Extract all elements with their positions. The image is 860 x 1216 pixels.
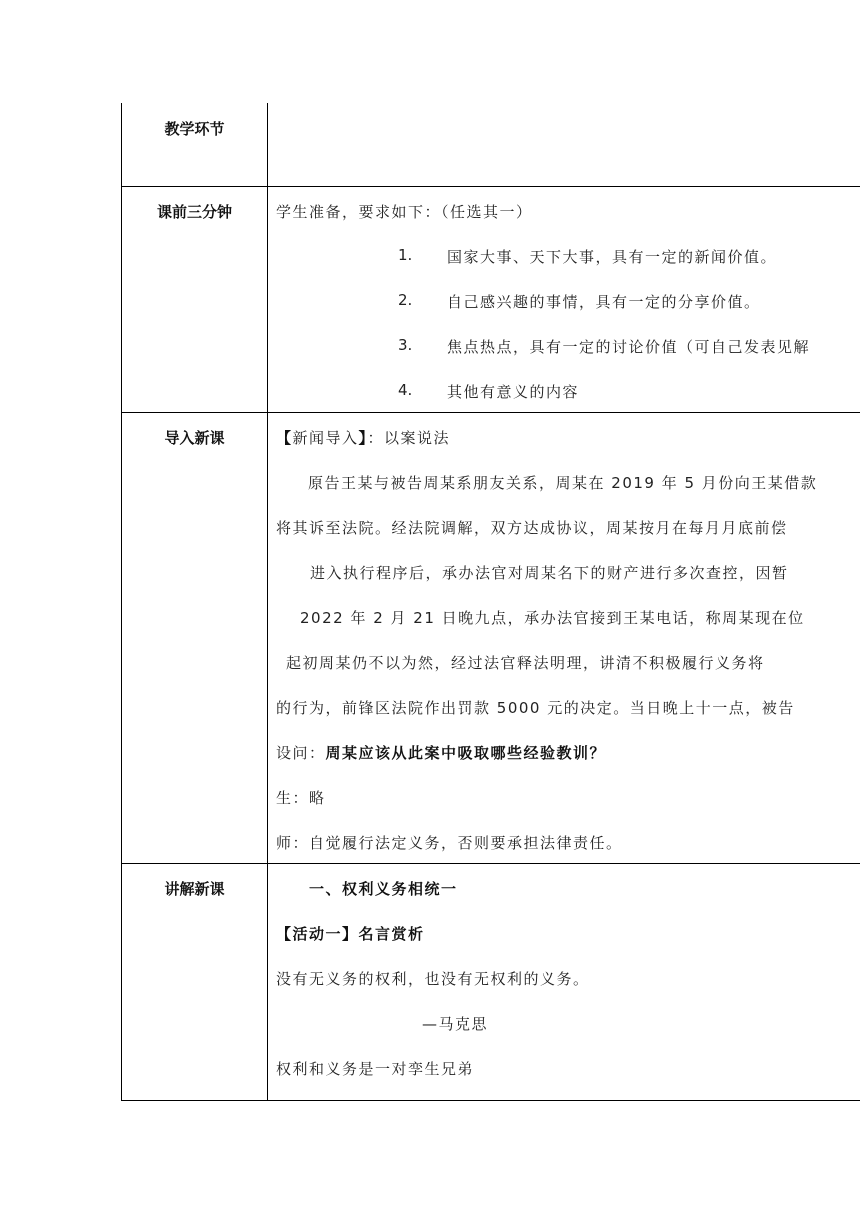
bracket-open: 【	[276, 429, 293, 447]
list-item-number: 2.	[398, 291, 413, 309]
closing-line: 权利和义务是一对孪生兄弟	[276, 1060, 475, 1078]
activity-title: 【活动一】名言赏析	[276, 925, 425, 943]
list-item-number: 4.	[398, 381, 413, 399]
row-label-intro-lesson: 导入新课	[164, 429, 225, 447]
heading-title: 新闻导入	[292, 429, 359, 447]
question-text: 周某应该从此案中吸取哪些经验教训？	[325, 744, 607, 762]
row-divider-header	[121, 186, 860, 187]
student-answer: 生：略	[276, 789, 326, 807]
question-prefix: 设问：	[276, 744, 326, 762]
row-divider-intro	[121, 863, 860, 864]
table-column-divider	[267, 103, 268, 1101]
section-title: 一、权利义务相统一	[309, 880, 458, 898]
case-paragraph: 的行为，前锋区法院作出罚款 5000 元的决定。当日晚上十一点，被告	[276, 699, 795, 717]
table-border-bottom	[121, 1100, 860, 1101]
case-paragraph: 进入执行程序后，承办法官对周某名下的财产进行多次查控，因暂	[310, 564, 789, 582]
teacher-summary: 师：自觉履行法定义务，否则要承担法律责任。	[276, 834, 623, 852]
list-item: 其他有意义的内容	[447, 383, 580, 401]
list-item-number: 1.	[398, 246, 413, 264]
row-label-teaching-stage: 教学环节	[164, 120, 225, 138]
case-paragraph: 原告王某与被告周某系朋友关系，周某在 2019 年 5 月份向王某借款	[308, 474, 818, 492]
list-item: 自己感兴趣的事情，具有一定的分享价值。	[447, 293, 761, 311]
row-label-new-lesson: 讲解新课	[164, 880, 225, 898]
question-line	[276, 742, 606, 763]
quote-author: —马克思	[422, 1015, 489, 1033]
case-paragraph: 起初周某仍不以为然，经过法官释法明理，讲清不积极履行义务将	[286, 654, 765, 672]
case-paragraph: 将其诉至法院。经法院调解，双方达成协议，周某按月在每月月底前偿	[276, 519, 788, 537]
row-divider-preclass	[121, 412, 860, 413]
bracket-close: 】	[358, 429, 368, 447]
list-item: 焦点热点，具有一定的讨论价值（可自己发表见解	[447, 338, 811, 356]
table-border-left	[121, 103, 122, 1101]
heading-suffix: ：以案说法	[367, 429, 451, 447]
news-intro-heading	[276, 427, 450, 448]
pre-class-intro: 学生准备，要求如下：（任选其一）	[276, 203, 533, 221]
list-item-number: 3.	[398, 336, 413, 354]
case-paragraph: 2022 年 2 月 21 日晚九点，承办法官接到王某电话，称周某现在位	[300, 609, 805, 627]
quote-text: 没有无义务的权利，也没有无权利的义务。	[276, 970, 590, 988]
list-item: 国家大事、天下大事，具有一定的新闻价值。	[447, 248, 778, 266]
row-label-pre-class: 课前三分钟	[156, 203, 232, 221]
